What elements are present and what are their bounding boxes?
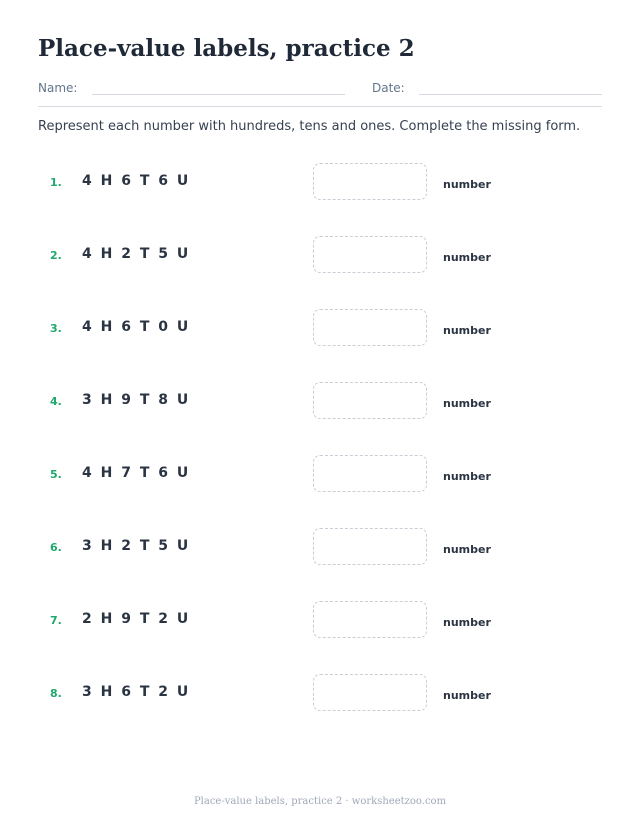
problem-row [0, 528, 640, 568]
problem-number: 3. [50, 322, 62, 335]
problem-row [0, 674, 640, 714]
worksheet-title: Place-value labels, practice 2 [38, 35, 415, 62]
problem-row [0, 455, 640, 495]
answer-unit-label: number [443, 324, 491, 337]
place-value-expression: 3 H 9 T 8 U [82, 392, 191, 408]
name-label: Name: [38, 81, 78, 95]
answer-unit-label: number [443, 689, 491, 702]
answer-unit-label: number [443, 543, 491, 556]
answer-box[interactable] [313, 455, 427, 492]
page-footer: Place-value labels, practice 2 · worksheetzoo.com [193, 796, 447, 807]
problem-number: 7. [50, 614, 62, 627]
problem-row [0, 309, 640, 349]
answer-box[interactable] [313, 674, 427, 711]
instructions: Represent each number with hundreds, tens and ones. Complete the missing form. [38, 119, 581, 134]
place-value-expression: 3 H 2 T 5 U [82, 538, 191, 554]
problem-number: 8. [50, 687, 62, 700]
answer-box[interactable] [313, 528, 427, 565]
place-value-expression: 4 H 7 T 6 U [82, 465, 191, 481]
problem-number: 4. [50, 395, 62, 408]
problem-number: 5. [50, 468, 62, 481]
header-divider [38, 106, 602, 107]
place-value-expression: 4 H 2 T 5 U [82, 246, 191, 262]
answer-unit-label: number [443, 397, 491, 410]
answer-box[interactable] [313, 163, 427, 200]
problem-row [0, 601, 640, 641]
problem-row [0, 382, 640, 422]
date-label: Date: [372, 81, 405, 95]
answer-unit-label: number [443, 470, 491, 483]
place-value-expression: 4 H 6 T 6 U [82, 173, 191, 189]
answer-box[interactable] [313, 236, 427, 273]
answer-box[interactable] [313, 382, 427, 419]
answer-unit-label: number [443, 251, 491, 264]
problem-number: 6. [50, 541, 62, 554]
answer-unit-label: number [443, 616, 491, 629]
place-value-expression: 2 H 9 T 2 U [82, 611, 191, 627]
problem-row [0, 163, 640, 203]
answer-unit-label: number [443, 178, 491, 191]
place-value-expression: 3 H 6 T 2 U [82, 684, 191, 700]
problem-number: 1. [50, 176, 62, 189]
place-value-expression: 4 H 6 T 0 U [82, 319, 191, 335]
answer-box[interactable] [313, 309, 427, 346]
name-line[interactable] [92, 94, 345, 95]
problem-row [0, 236, 640, 276]
date-line[interactable] [419, 94, 602, 95]
problem-number: 2. [50, 249, 62, 262]
answer-box[interactable] [313, 601, 427, 638]
